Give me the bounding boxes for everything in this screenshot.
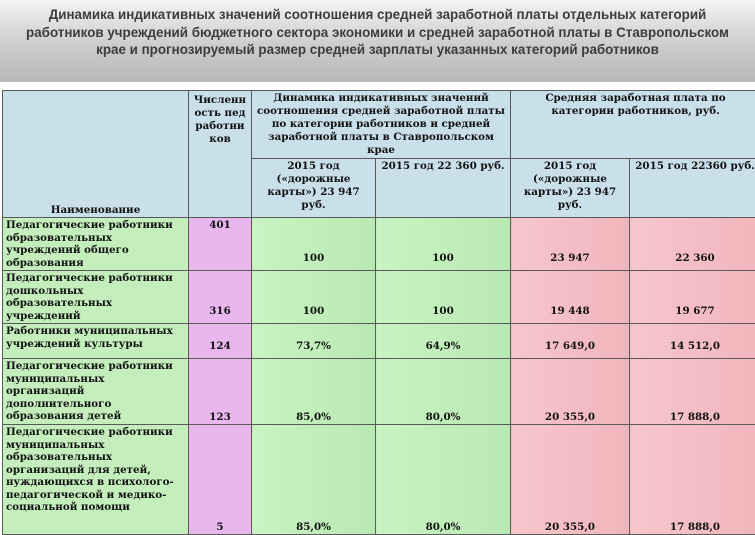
row-ratio-dk: 100 xyxy=(252,271,376,324)
row-ratio-2015: 80,0% xyxy=(376,425,511,535)
row-salary-2015: 17 888,0 xyxy=(630,425,755,535)
table-row xyxy=(3,271,755,324)
header-name: Наименование xyxy=(3,91,189,218)
row-count: 123 xyxy=(189,359,252,425)
header-count-text: Численность педработников xyxy=(192,92,248,146)
row-salary-dk: 17 649,0 xyxy=(511,324,630,359)
row-ratio-2015: 100 xyxy=(376,218,511,271)
row-name: Педагогические работники муниципальных образовательных организаций для детей, нуждающихся в психолого-педагогической и медико-социальной помощи xyxy=(3,425,189,535)
title-line-1: Динамика индикативных значений соотношения средней заработной платы отдельных категорий xyxy=(6,6,749,24)
row-salary-dk: 19 448 xyxy=(511,271,630,324)
row-ratio-dk: 73,7% xyxy=(252,324,376,359)
title-line-3: крае и прогнозируемый размер средней зарплаты указанных категорий работников xyxy=(6,41,749,59)
row-salary-2015: 22 360 xyxy=(630,218,755,271)
header-dynamics: Динамика индикативных значений соотношения средней заработной платы по категории работников и средней заработной платы в Ставропольском крае xyxy=(252,91,511,159)
row-ratio-dk: 100 xyxy=(252,218,376,271)
row-ratio-2015: 100 xyxy=(376,271,511,324)
row-salary-dk: 20 355,0 xyxy=(511,425,630,535)
row-salary-2015: 17 888,0 xyxy=(630,359,755,425)
row-salary-2015: 14 512,0 xyxy=(630,324,755,359)
row-ratio-2015: 64,9% xyxy=(376,324,511,359)
subheader-salary-2015: 2015 год 22360 руб. xyxy=(630,159,755,218)
salary-table xyxy=(2,90,755,535)
row-name: Педагогические работники образовательных учреждений общего образования xyxy=(3,218,189,271)
table-row xyxy=(3,324,755,359)
row-salary-dk: 20 355,0 xyxy=(511,359,630,425)
header-count xyxy=(189,91,252,218)
subheader-ratio-2015: 2015 год 22 360 руб. xyxy=(376,159,511,218)
row-salary-dk: 23 947 xyxy=(511,218,630,271)
row-count: 316 xyxy=(189,271,252,324)
table-row xyxy=(3,425,755,535)
row-count: 5 xyxy=(189,425,252,535)
row-name: Работники муниципальных учреждений культуры xyxy=(3,324,189,359)
title-line-2: работников учреждений бюджетного сектора экономики и средней заработной платы в Ставропольском xyxy=(6,24,749,42)
row-name: Педагогические работники дошкольных образовательных учреждений xyxy=(3,271,189,324)
subheader-salary-dk: 2015 год («дорожные карты») 23 947 руб. xyxy=(511,159,630,218)
row-count: 401 xyxy=(189,218,252,271)
row-ratio-2015: 80,0% xyxy=(376,359,511,425)
row-ratio-dk: 85,0% xyxy=(252,359,376,425)
table-row xyxy=(3,359,755,425)
row-count: 124 xyxy=(189,324,252,359)
table-row xyxy=(3,218,755,271)
slide-title xyxy=(0,0,755,82)
header-salary: Средняя заработная плата по категории работников, руб. xyxy=(511,91,755,159)
subheader-ratio-dk: 2015 год («дорожные карты») 23 947 руб. xyxy=(252,159,376,218)
row-name: Педагогические работники муниципальных организаций дополнительного образования детей xyxy=(3,359,189,425)
row-salary-2015: 19 677 xyxy=(630,271,755,324)
row-ratio-dk: 85,0% xyxy=(252,425,376,535)
